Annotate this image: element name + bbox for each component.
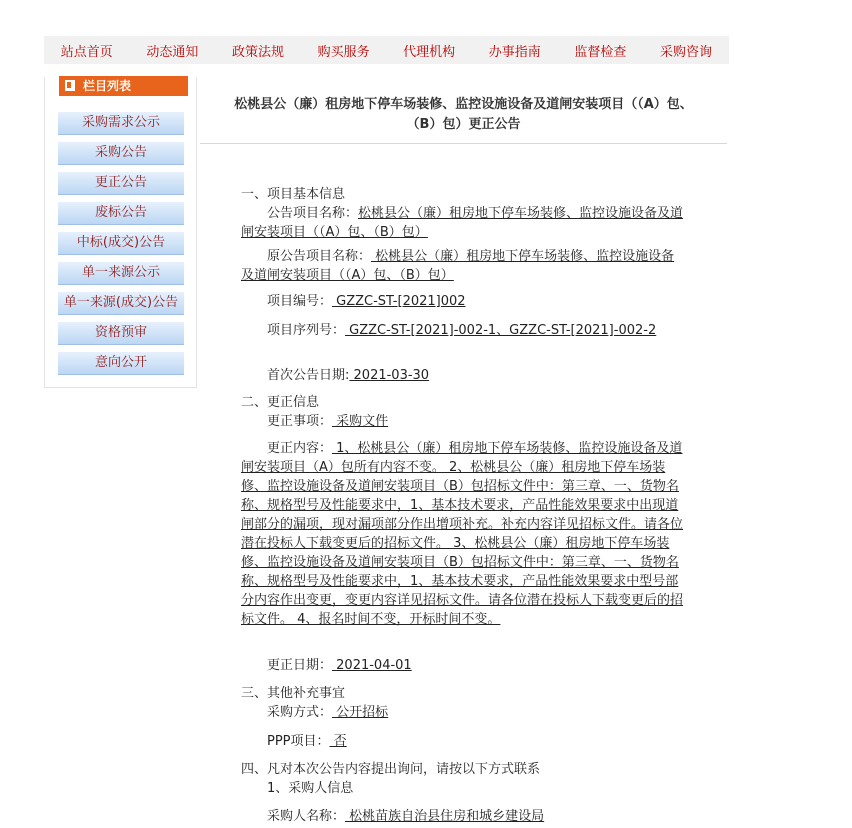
buyer-info-heading: 1、采购人信息 [267,781,354,796]
sidebar-item-single-source-award[interactable]: 单一来源(成交)公告 [58,292,184,315]
first-date-value: 2021-03-30 [349,368,430,383]
sidebar-item-prequalification[interactable]: 资格预审 [58,322,184,345]
project-name-label: 公告项目名称： [267,206,359,221]
correction-item-value: 采购文件 [332,414,389,429]
first-date-row [241,366,686,385]
top-nav [44,36,729,64]
project-sequence-value: GZZC-ST-[2021]-002-1、GZZC-ST-[2021]-002-2 [345,323,657,338]
sidebar-item-award[interactable]: 中标(成交)公告 [58,232,184,255]
ppp-row [241,732,686,751]
project-name-row [241,204,686,242]
procurement-method-row [241,703,686,722]
sidebar-item-demand[interactable]: 采购需求公示 [58,112,184,135]
sidebar [44,77,197,388]
correction-date-label: 更正日期： [267,658,333,673]
project-number-label: 项目编号： [267,294,333,309]
sidebar-item-single-source[interactable]: 单一来源公示 [58,262,184,285]
ppp-value: 否 [329,734,347,749]
sidebar-header [59,76,188,96]
correction-item-row [241,412,686,431]
title-line-1: 松桃县公（廉）租房地下停车场装修、监控设施设备及道闸安装项目（（A）包、 [234,97,693,112]
title-divider [200,143,727,144]
correction-date-row [241,656,686,675]
procurement-method-label: 采购方式： [267,705,333,720]
project-sequence-row [241,321,686,340]
correction-item-label: 更正事项： [267,414,333,429]
section-2-heading: 二、更正信息 [241,395,320,410]
nav-news[interactable]: 动态通知 [146,44,199,60]
title-line-2: （B）包）更正公告 [406,117,521,132]
original-name-label: 原公告项目名称： [267,249,372,264]
correction-content-label: 更正内容： [267,441,333,456]
buyer-name-row [241,807,686,826]
nav-agency[interactable]: 代理机构 [403,44,456,60]
nav-consult[interactable]: 采购咨询 [659,44,712,60]
article-title [200,95,727,135]
sidebar-title: 栏目列表 [83,79,132,93]
correction-date-value: 2021-04-01 [332,658,412,673]
document-icon [65,80,75,91]
sidebar-item-intention[interactable]: 意向公开 [58,352,184,375]
project-sequence-label: 项目序列号： [267,323,346,338]
project-number-value: GZZC-ST-[2021]002 [332,294,466,309]
correction-content-value: 1、松桃县公（廉）租房地下停车场装修、监控设施设备及道闸安装项目（A）包所有内容不变。 2、松桃县公（廉）租房地下停车场装修、监控设施设备及道闸安装项目（B）包招标文件中：第三章、一、货物名称、规格型号及性能要求中，1、基本技术要求，产品性能效果要求中出现道闸部分的漏项，现对漏项部分作出增项补充。补充内容详见招标文件。请各位潜在投标人下载变更后的招标文件。 3、松桃县公（廉）租房地下停车场装修、监控设施设备及道闸安装项目（B）包招标文件中：第三章、一、货物名称、规格型号及性能要求中，1、基本技术要求，产品性能效果要求中型号部分内容作出变更，变更内容详见招标文件。请各位潜在投标人下载变更后的招标文件。 4、报名时间不变，开标时间不变。 [241,441,684,627]
nav-policy[interactable]: 政策法规 [231,44,284,60]
buyer-name-value: 松桃苗族自治县住房和城乡建设局 [345,809,545,824]
buyer-name-label: 采购人名称： [267,809,346,824]
nav-home[interactable]: 站点首页 [60,44,113,60]
ppp-label: PPP项目： [267,734,330,749]
nav-purchase-service[interactable]: 购买服务 [317,44,370,60]
nav-guide[interactable]: 办事指南 [488,44,541,60]
first-date-label: 首次公告日期: [267,368,350,383]
original-name-value: 松桃县公（廉）租房地下停车场装修、监控设施设备及道闸安装项目（（A）包、（B）包） [241,249,675,283]
procurement-method-value: 公开招标 [332,705,389,720]
project-name-value: 松桃县公（廉）租房地下停车场装修、监控设施设备及道闸安装项目（（A）包、（B）包） [241,206,684,240]
nav-supervision[interactable]: 监督检查 [574,44,627,60]
sidebar-item-void[interactable]: 废标公告 [58,202,184,225]
correction-content-row [241,439,686,629]
section-3-heading: 三、其他补充事宜 [241,686,346,701]
section-1-heading: 一、项目基本信息 [241,187,346,202]
sidebar-item-announcement[interactable]: 采购公告 [58,142,184,165]
project-number-row [241,292,686,311]
sidebar-item-correction[interactable]: 更正公告 [58,172,184,195]
original-name-row [241,247,686,285]
section-4-heading: 四、凡对本次公告内容提出询问，请按以下方式联系 [241,762,541,777]
